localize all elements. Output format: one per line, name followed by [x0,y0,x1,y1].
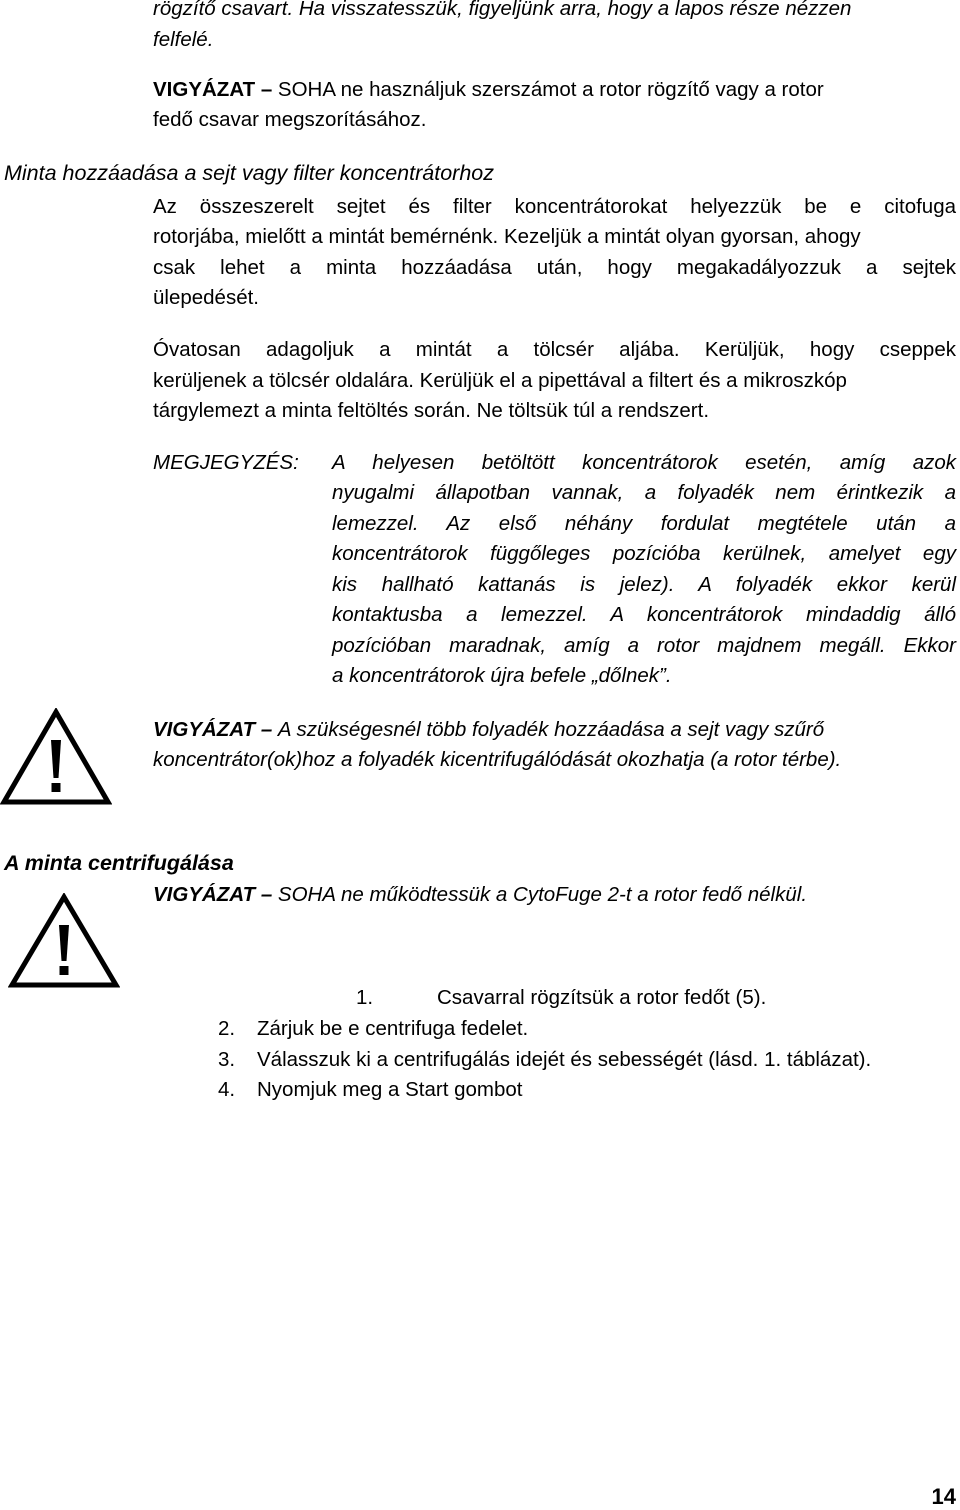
intro-warning-text: SOHA ne használjuk szerszámot a rotor rögzítő vagy a rotor [277,78,824,101]
note-line-7: pozícióban maradnak, amíg a rotor majdnem megáll. Ekkor [332,634,956,657]
step-text: Nyomjuk meg a Start gombot [257,1078,523,1101]
list-item [0,1045,960,1076]
intro-warning-label: VIGYÁZAT [153,78,256,101]
list-item [0,1075,960,1106]
sample-warning-line-1 [153,715,956,746]
centrifuge-warning-text: SOHA ne működtessük a CytoFuge 2-t a rotor fedő nélkül. [277,883,808,906]
sample-warning-text: A szükségesnél több folyadék hozzáadása a sejt vagy szűrő [277,718,825,741]
sample-warning-label: VIGYÁZAT [153,718,256,741]
page-number: 14 [931,1484,956,1509]
sample-warning-dash: – [255,718,278,741]
list-item [0,1014,960,1045]
step-number: 3. [218,1048,236,1071]
note-line-5: kis hallható kattanás is jelez). A folyadék ekkor kerül [332,573,956,596]
sample-p2-line-3: tárgylemezt a minta feltöltés során. Ne töltsük túl a rendszert. [153,399,710,422]
section-heading-centrifuge: A minta centrifugálása [4,851,234,875]
centrifuge-warning-label: VIGYÁZAT [153,883,256,906]
sample-p1-line-3: csak lehet a minta hozzáadása után, hogy megakadályozzuk a sejtek [153,256,956,279]
step-text: Zárjuk be e centrifuga fedelet. [257,1017,529,1040]
note-line-1: A helyesen betöltött koncentrátorok esetén, amíg azok [332,451,956,474]
step-text: Csavarral rögzítsük a rotor fedőt (5). [437,986,767,1009]
step-number: 2. [218,1017,236,1040]
note-label: MEGJEGYZÉS: [153,451,299,474]
note-line-8: a koncentrátorok újra befele „dőlnek”. [332,664,672,687]
note-line-2: nyugalmi állapotban vannak, a folyadék nem érintkezik a [332,481,956,504]
sample-p2-line-2: kerüljenek a tölcsér oldalára. Kerüljük el a pipettával a filtert és a mikroszkóp [153,369,847,392]
intro-line-2: felfelé. [153,28,214,51]
list-item [0,983,960,1014]
note-line-3: lemezzel. Az első néhány fordulat megtétele után a [332,512,956,535]
note-line-6: kontaktusba a lemezzel. A koncentrátorok mindaddig álló [332,603,956,626]
intro-warning-dash: – [255,78,278,101]
step-number: 4. [218,1078,236,1101]
section-heading-sample: Minta hozzáadása a sejt vagy filter koncentrátorhoz [4,161,494,185]
warning-triangle-icon [8,893,120,989]
intro-line-1: rögzítő csavart. Ha visszatesszük, figyeljünk arra, hogy a lapos része nézzen [153,0,852,20]
note-line-4: koncentrátorok függőleges pozícióba kerülnek, amelyet egy [332,542,956,565]
intro-warning-line-2: fedő csavar megszorításához. [153,108,427,131]
warning-triangle-icon [0,708,112,806]
sample-p1-line-2: rotorjába, mielőtt a mintát bemérnénk. Kezeljük a mintát olyan gyorsan, ahogy [153,225,861,248]
step-number: 1. [356,986,374,1009]
centrifuge-warning-dash: – [255,883,278,906]
sample-warning-line-2: koncentrátor(ok)hoz a folyadék kicentrifugálódását okozhatja (a rotor térbe). [153,748,842,771]
sample-p1-line-2-wrap [153,222,861,253]
intro-warning-line-1 [153,75,958,106]
sample-p2-line-1: Óvatosan adagoljuk a mintát a tölcsér aljába. Kerüljük, hogy cseppek [153,338,956,361]
step-text: Válasszuk ki a centrifugálás idejét és sebességét (lásd. 1. táblázat). [257,1048,872,1071]
sample-p1-line-4: ülepedését. [153,286,260,309]
sample-p1-line-1: Az összeszerelt sejtet és filter koncentrátorokat helyezzük be e citofuga [153,195,956,218]
centrifuge-warning [153,880,807,911]
